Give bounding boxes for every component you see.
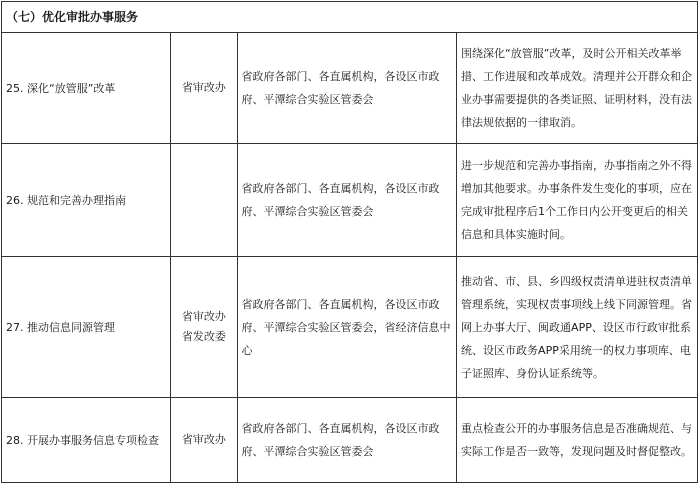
task-table (1, 1, 698, 483)
section-title: （七）优化审批办事服务 (2, 2, 698, 33)
task-name-cell: 25. 深化“放管服”改革 (2, 33, 171, 144)
section-header-row (2, 2, 698, 33)
content-cell: 进一步规范和完善办事指南，办事指南之外不得增加其他要求。办事条件发生变化的事项，应在完成审批程序后1个工作日内公开变更后的相关信息和具体实施时间。 (457, 144, 698, 257)
participants-cell: 省政府各部门、各直属机构，各设区市政府、平潭综合实验区管委会 (237, 144, 457, 257)
table-row (2, 33, 698, 144)
table-row (2, 257, 698, 398)
participants-cell: 省政府各部门、各直属机构，各设区市政府、平潭综合实验区管委会，省经济信息中心 (237, 257, 457, 398)
lead-unit-cell (171, 257, 237, 398)
task-name-cell: 27. 推动信息同源管理 (2, 257, 171, 398)
content-cell: 重点检查公开的办事服务信息是否准确规范、与实际工作是否一致等，发现问题及时督促整改。 (457, 398, 698, 483)
lead-unit: 省审改办 (181, 433, 226, 446)
content-cell: 围绕深化“放管服”改革，及时公开相关改革举措、工作进展和改革成效。清理并公开群众和企业办事需要提供的各类证照、证明材料，没有法律法规依据的一律取消。 (457, 33, 698, 144)
lead-unit-cell (171, 144, 237, 257)
lead-unit: 省审改办 (181, 81, 226, 94)
lead-unit: 省发改委 (181, 330, 226, 343)
participants-cell: 省政府各部门、各直属机构，各设区市政府、平潭综合实验区管委会 (237, 398, 457, 483)
lead-unit: 省审改办 (181, 310, 226, 323)
task-name-cell: 28. 开展办事服务信息专项检查 (2, 398, 171, 483)
task-name-cell: 26. 规范和完善办理指南 (2, 144, 171, 257)
content-cell: 推动省、市、县、乡四级权责清单进驻权责清单管理系统，实现权责事项线上线下同源管理。省网上办事大厅、闽政通APP、设区市行政审批系统、设区市政务APP采用统一的权力事项库、电子证照库、身份认证系统等。 (457, 257, 698, 398)
table-row (2, 398, 698, 483)
lead-unit-cell (171, 33, 237, 144)
table-row (2, 144, 698, 257)
lead-unit-cell (171, 398, 237, 483)
participants-cell: 省政府各部门、各直属机构，各设区市政府、平潭综合实验区管委会 (237, 33, 457, 144)
